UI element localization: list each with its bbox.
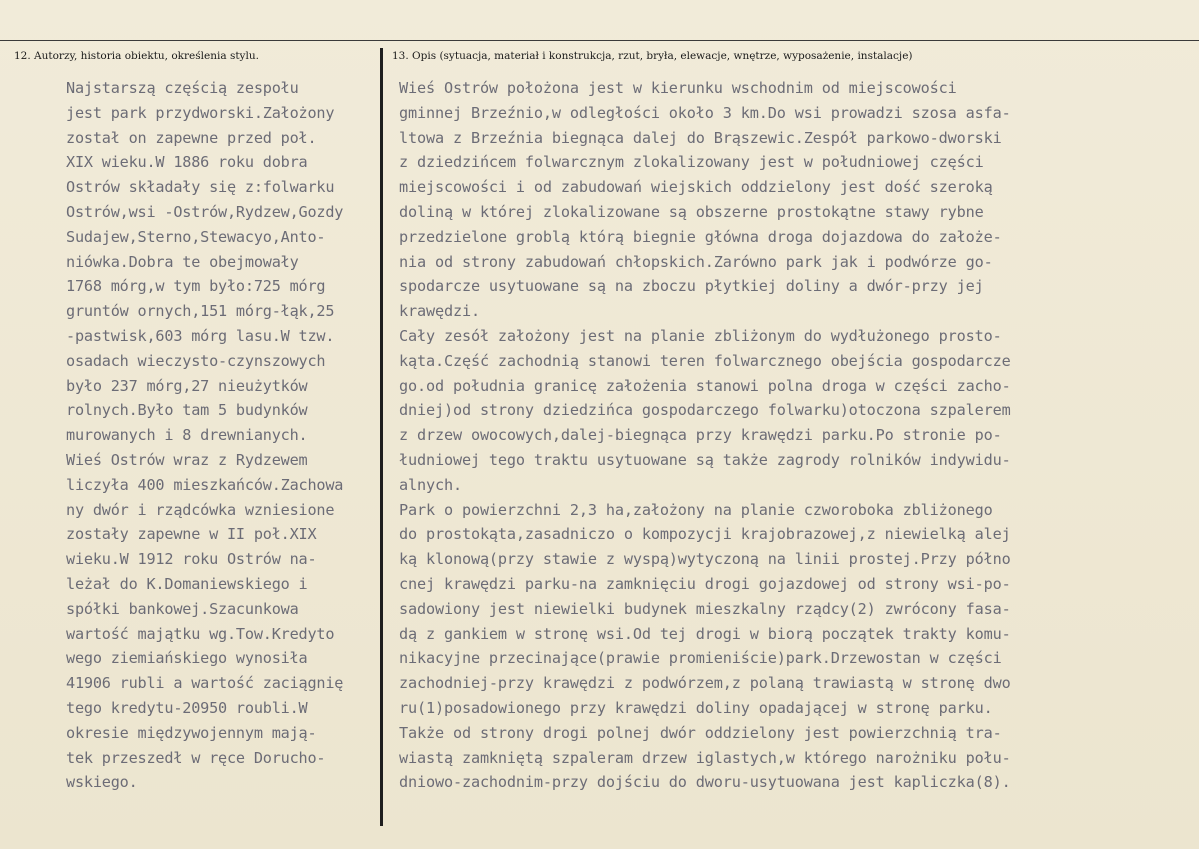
text-line: wskiego. bbox=[66, 773, 138, 792]
text-line: Ostrów składały się z:folwarku bbox=[66, 178, 335, 197]
text-line: -pastwisk,603 mórg lasu.W tzw. bbox=[66, 326, 335, 345]
text-line: cnej krawędzi parku-na zamknięciu drogi gojazdowej od strony wsi-po- bbox=[399, 574, 1011, 593]
text-line: doliną w której zlokalizowane są obszerne prostokątne stawy rybne bbox=[399, 202, 984, 221]
text-line: z dziedzińcem folwarcznym zlokalizowany jest w południowej części bbox=[399, 153, 984, 172]
text-line: został on zapewne przed poł. bbox=[66, 128, 317, 147]
left-section-header: 12. Autorzy, historia obiektu, określenia stylu. bbox=[14, 50, 259, 62]
text-line: zachodniej-przy krawędzi z podwórzem,z polaną trawiastą w stronę dwo bbox=[399, 674, 1011, 693]
text-line: 41906 rubli a wartość zaciągnię bbox=[66, 674, 344, 693]
text-line: wartość majątku wg.Tow.Kredyto bbox=[66, 624, 335, 643]
text-line: ny dwór i rządcówka wzniesione bbox=[66, 500, 335, 519]
text-line: dniej)od strony dziedzińca gospodarczego folwarku)otoczona szpalerem bbox=[399, 401, 1011, 420]
text-line: niówka.Dobra te obejmowały bbox=[66, 252, 299, 271]
text-line: Ostrów,wsi -Ostrów,Rydzew,Gozdy bbox=[66, 202, 344, 221]
text-line: tek przeszedł w ręce Dorucho- bbox=[66, 748, 326, 767]
text-line: tego kredytu-20950 roubli.W bbox=[66, 698, 308, 717]
text-line: alnych. bbox=[399, 475, 462, 494]
top-rule bbox=[0, 40, 1199, 41]
text-line: dą z gankiem w stronę wsi.Od tej drogi w biorą początek trakty komu- bbox=[399, 624, 1011, 643]
text-line: ru(1)posadowionego przy krawędzi doliny opadającej w stronę parku. bbox=[399, 698, 993, 717]
text-line: go.od południa granicę założenia stanowi polna droga w części zacho- bbox=[399, 376, 1011, 395]
text-line: Wieś Ostrów położona jest w kierunku wschodnim od miejscowości bbox=[399, 79, 957, 97]
text-line: gminnej Brzeźnio,w odległości około 3 km.Do wsi prowadzi szosa asfa- bbox=[399, 103, 1011, 122]
text-line: Sudajew,Sterno,Stewacyo,Anto- bbox=[66, 227, 326, 246]
text-line: rolnych.Było tam 5 budynków bbox=[66, 401, 308, 420]
text-line: Także od strony drogi polnej dwór oddzielony jest powierzchnią tra- bbox=[399, 723, 1002, 742]
right-section-header: 13. Opis (sytuacja, materiał i konstrukcja, rzut, bryła, elewacje, wnętrze, wyposażenie, instalacje) bbox=[392, 50, 913, 62]
text-line: 1768 mórg,w tym było:725 mórg bbox=[66, 277, 326, 296]
text-line: nikacyjne przecinające(prawie promieniście)park.Drzewostan w części bbox=[399, 649, 1002, 668]
text-line: ltowa z Brzeźnia biegnąca dalej do Brąszewic.Zespół parkowo-dworski bbox=[399, 128, 1002, 147]
column-divider bbox=[380, 48, 383, 826]
text-line: Najstarszą częścią zespołu bbox=[66, 79, 299, 97]
text-line: ką klonową(przy stawie z wyspą)wytyczoną na linii prostej.Przy półno bbox=[399, 550, 1011, 569]
text-line: osadach wieczysto-czynszowych bbox=[66, 351, 326, 370]
text-line: nia od strony zabudowań chłopskich.Zarówno park jak i podwórze go- bbox=[399, 252, 993, 271]
text-line: sadowiony jest niewielki budynek mieszkalny rządcy(2) zwrócony fasa- bbox=[399, 599, 1011, 618]
text-line: okresie międzywojennym mają- bbox=[66, 723, 317, 742]
text-line: Cały zesół założony jest na planie zbliżonym do wydłużonego prosto- bbox=[399, 326, 1002, 345]
text-line: jest park przydworski.Założony bbox=[66, 103, 335, 122]
text-line: dniowo-zachodnim-przy dojściu do dworu-usytuowana jest kapliczka(8). bbox=[399, 773, 1011, 792]
text-line: Park o powierzchni 2,3 ha,założony na planie czworoboka zbliżonego bbox=[399, 500, 993, 519]
text-line: spodarcze usytuowane są na zboczu płytkiej doliny a dwór-przy jej bbox=[399, 277, 984, 296]
text-line: do prostokąta,zasadniczo o kompozycji krajobrazowej,z niewielką alej bbox=[399, 525, 1011, 544]
text-line: przedzielone groblą którą biegnie główna droga dojazdowa do założe- bbox=[399, 227, 1002, 246]
text-line: miejscowości i od zabudowań wiejskich oddzielony jest dość szeroką bbox=[399, 178, 993, 197]
text-line: spółki bankowej.Szacunkowa bbox=[66, 599, 299, 618]
text-line: było 237 mórg,27 nieużytków bbox=[66, 376, 308, 395]
left-column-text bbox=[66, 76, 378, 795]
text-line: wieku.W 1912 roku Ostrów na- bbox=[66, 550, 317, 569]
text-line: łudniowej tego traktu usytuowane są także zagrody rolników indywidu- bbox=[399, 450, 1011, 469]
text-line: z drzew owocowych,dalej-biegnąca przy krawędzi parku.Po stronie po- bbox=[399, 426, 1002, 445]
text-line: krawędzi. bbox=[399, 302, 480, 321]
text-line: kąta.Część zachodnią stanowi teren folwarcznego obejścia gospodarcze bbox=[399, 351, 1011, 370]
right-column-text bbox=[399, 76, 1194, 795]
text-line: liczyła 400 mieszkańców.Zachowa bbox=[66, 475, 344, 494]
text-line: Wieś Ostrów wraz z Rydzewem bbox=[66, 450, 308, 469]
text-line: wiastą zamkniętą szpaleram drzew iglastych,w którego narożniku połu- bbox=[399, 748, 1011, 767]
text-line: wego ziemiańskiego wynosiła bbox=[66, 649, 308, 668]
text-line: XIX wieku.W 1886 roku dobra bbox=[66, 153, 308, 172]
text-line: murowanych i 8 drewnianych. bbox=[66, 426, 308, 445]
text-line: leżał do K.Domaniewskiego i bbox=[66, 574, 308, 593]
text-line: gruntów ornych,151 mórg-łąk,25 bbox=[66, 302, 335, 321]
text-line: zostały zapewne w II poł.XIX bbox=[66, 525, 317, 544]
